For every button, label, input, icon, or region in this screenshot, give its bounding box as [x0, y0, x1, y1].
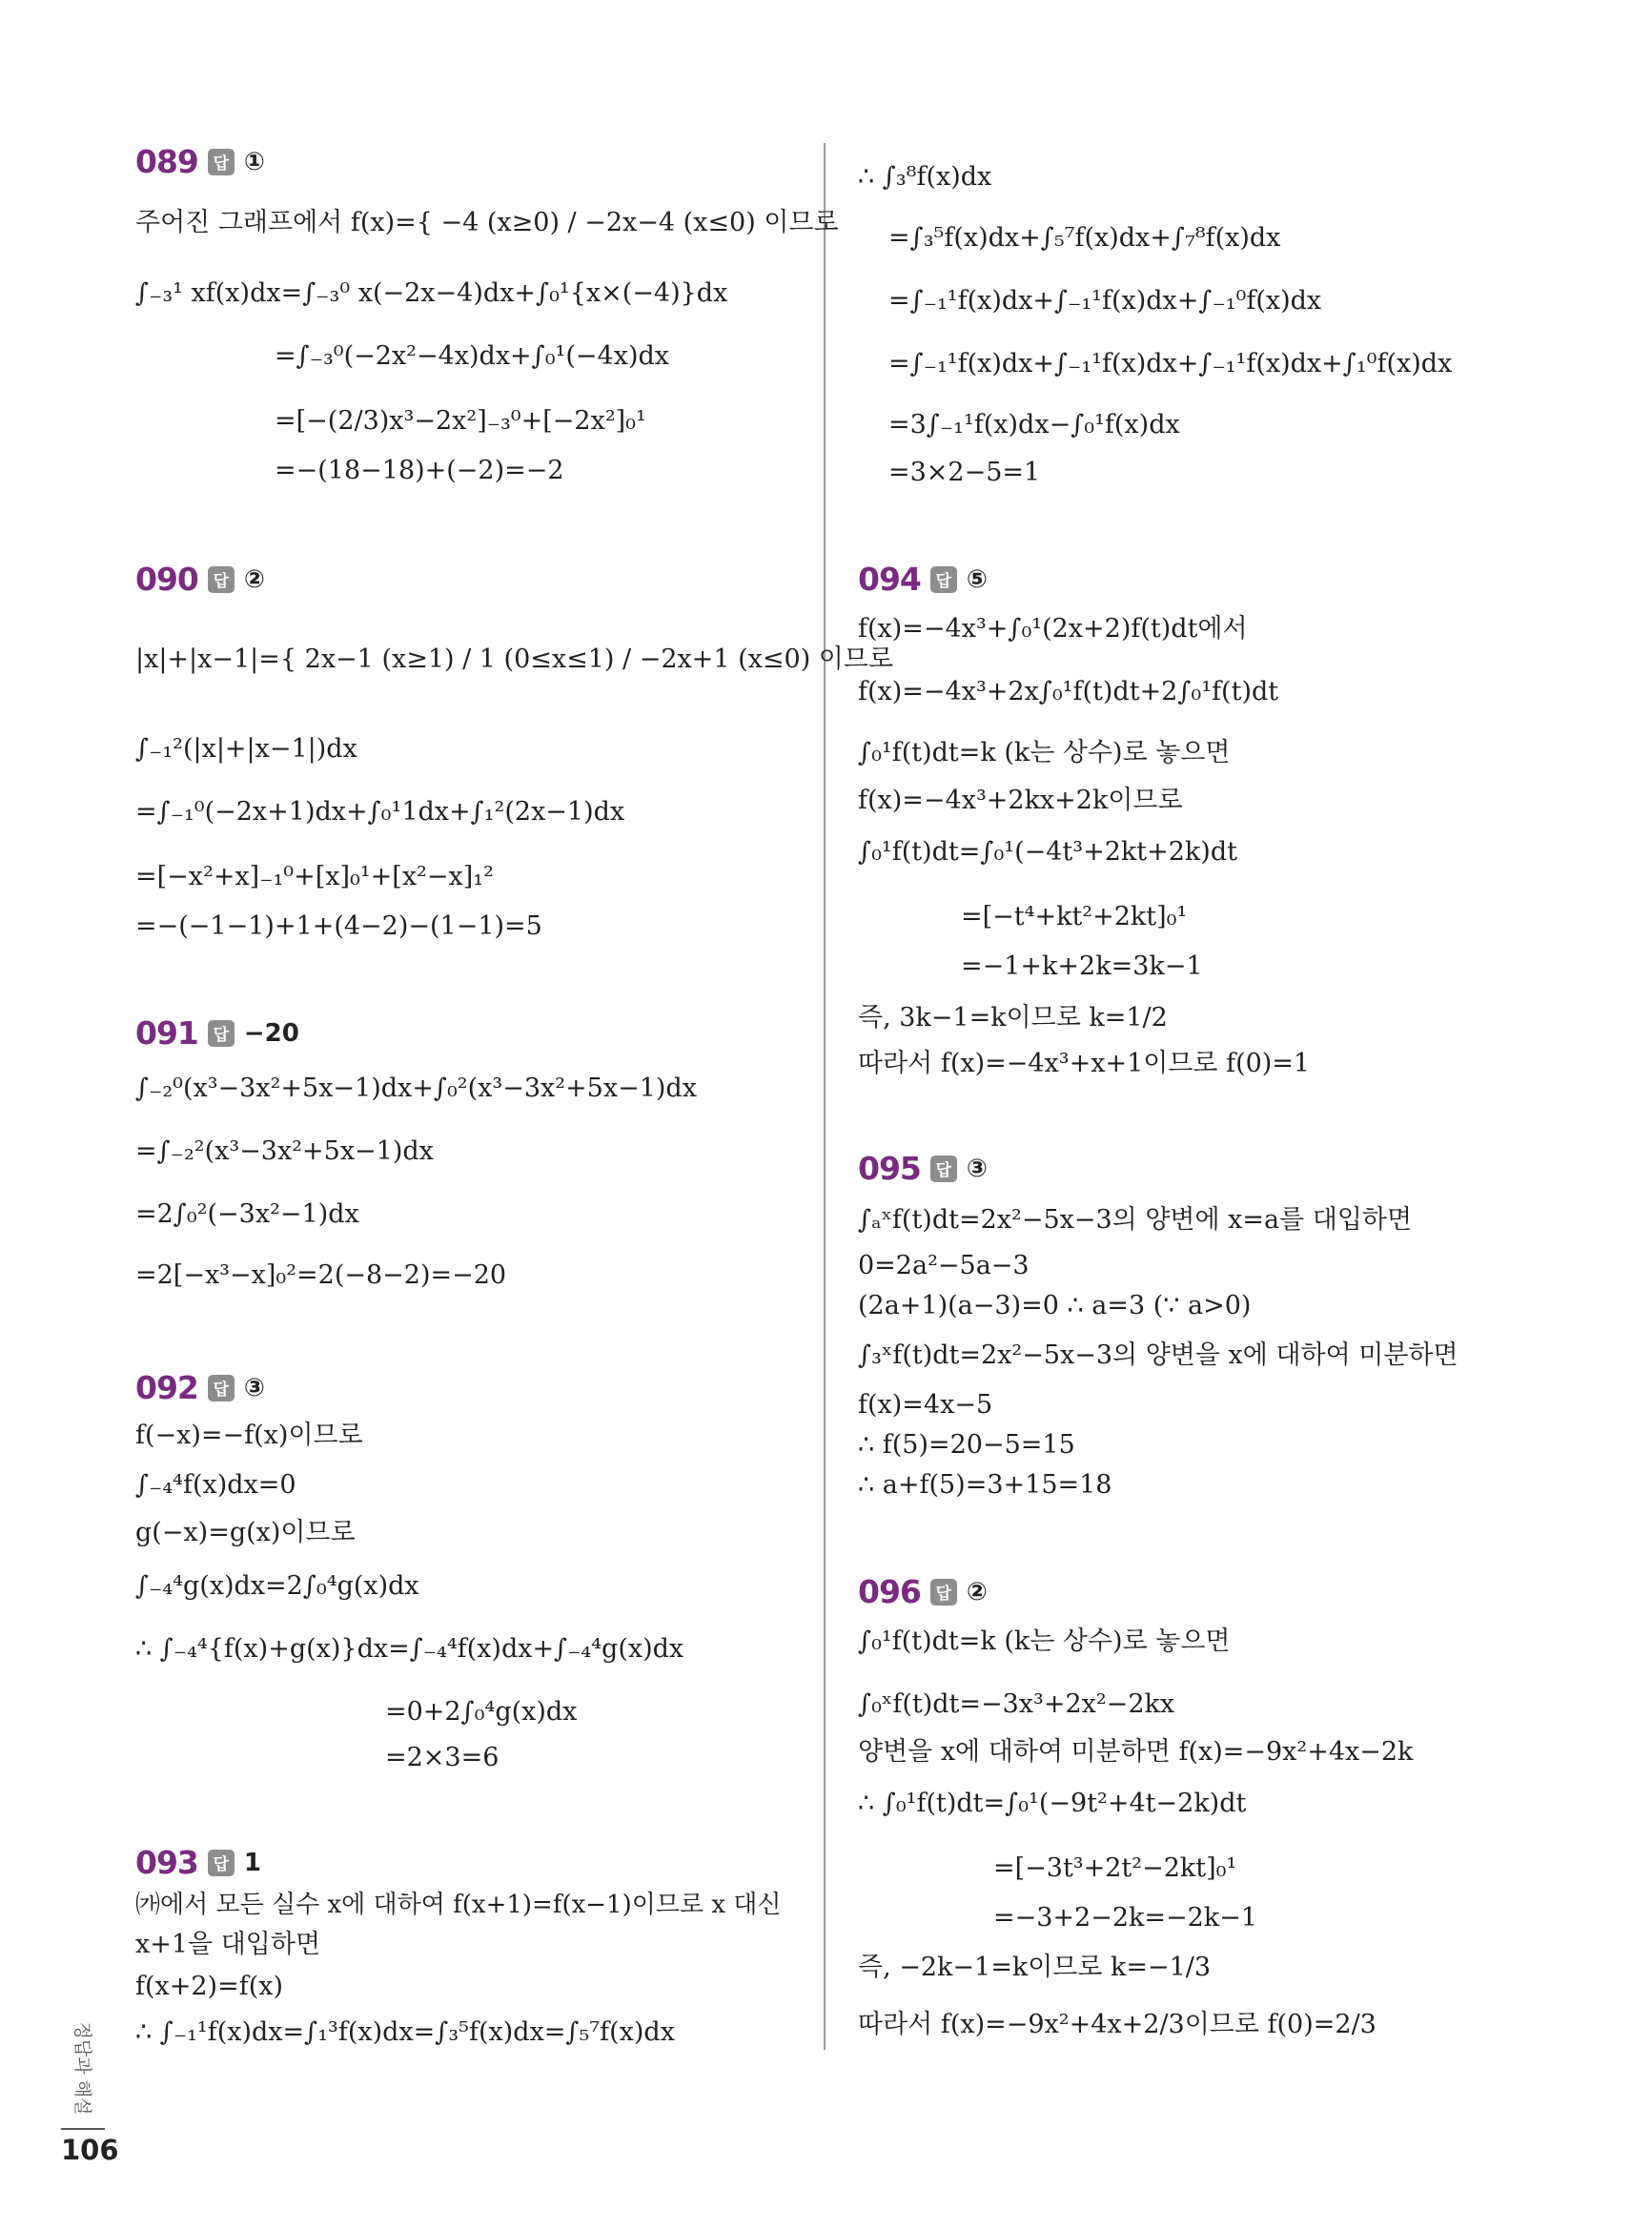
solution-line: f(x)=−4x³+2kx+2k이므로 — [858, 786, 1183, 815]
solution-line: ∫₀ˣf(t)dt=−3x³+2x²−2kx — [858, 1689, 1175, 1719]
problem-number: 089 — [135, 143, 198, 180]
solution-line: =−(18−18)+(−2)=−2 — [275, 456, 564, 485]
solution-line: =2×3=6 — [385, 1743, 500, 1772]
solution-line: ∫₋₁²(|x|+|x−1|)dx — [135, 734, 357, 764]
answer-badge-icon: 답 — [208, 1020, 235, 1047]
answer-badge-icon: 답 — [930, 1156, 957, 1182]
column-divider — [824, 143, 826, 2050]
problem-number: 095 — [858, 1150, 921, 1187]
solution-line: ∫₋₃¹ xf(x)dx=∫₋₃⁰ x(−2x−4)dx+∫₀¹{x×(−4)}dx — [135, 278, 728, 308]
section-label-text: 정답과 해설 — [71, 2021, 93, 2115]
solution-line: ∴ ∫₃⁸f(x)dx — [858, 162, 992, 192]
solution-line: 즉, −2k−1=k이므로 k=−1/3 — [858, 1953, 1212, 1982]
answer: ③ — [966, 1154, 988, 1183]
solution-line: ∴ ∫₀¹f(t)dt=∫₀¹(−9t²+4t−2k)dt — [858, 1789, 1247, 1818]
solution-line: f(x)=4x−5 — [858, 1390, 993, 1420]
answer: −20 — [243, 1018, 299, 1048]
solution-line: f(x)=−4x³+∫₀¹(2x+2)f(t)dt에서 — [858, 614, 1248, 644]
solution-line: =2∫₀²(−3x²−1)dx — [135, 1199, 359, 1229]
answer-badge-icon: 답 — [930, 566, 957, 593]
solution-line: g(−x)=g(x)이므로 — [135, 1518, 356, 1547]
solution-line: =−(−1−1)+1+(4−2)−(1−1)=5 — [135, 911, 542, 941]
solution-line: ∫₀¹f(t)dt=k (k는 상수)로 놓으면 — [858, 738, 1231, 767]
problem-091-header — [135, 1014, 299, 1052]
solution-line: =∫₋₃⁰(−2x²−4x)dx+∫₀¹(−4x)dx — [275, 341, 669, 371]
solution-line: =[−(2/3)x³−2x²]₋₃⁰+[−2x²]₀¹ — [275, 406, 646, 436]
solution-line: ∴ f(5)=20−5=15 — [858, 1430, 1075, 1460]
solution-line: |x|+|x−1|={ 2x−1 (x≥1) / 1 (0≤x≤1) / −2x+1 (x≤0) 이므로 — [135, 644, 894, 674]
solution-line: 양변을 x에 대하여 미분하면 f(x)=−9x²+4x−2k — [858, 1737, 1414, 1767]
answer-badge-icon: 답 — [208, 1850, 235, 1876]
problem-090-header — [135, 561, 265, 598]
problem-089-header — [135, 143, 265, 180]
answer-badge-icon: 답 — [208, 1375, 235, 1401]
solution-line: ∫₋₄⁴f(x)dx=0 — [135, 1470, 296, 1500]
solution-line: =[−x²+x]₋₁⁰+[x]₀¹+[x²−x]₁² — [135, 862, 494, 891]
answer: ② — [966, 1577, 988, 1606]
solution-line: =−3+2−2k=−2k−1 — [993, 1903, 1257, 1933]
answer-badge-icon: 답 — [930, 1579, 957, 1606]
solution-line: 주어진 그래프에서 f(x)={ −4 (x≥0) / −2x−4 (x≤0) 이므로 — [135, 208, 839, 237]
solution-line: ∫ₐˣf(t)dt=2x²−5x−3의 양변에 x=a를 대입하면 — [858, 1205, 1413, 1235]
solution-line: x+1을 대입하면 — [135, 1930, 321, 1959]
answer-badge-icon: 답 — [208, 566, 235, 593]
solution-line: =−1+k+2k=3k−1 — [961, 951, 1203, 981]
answer: ⑤ — [966, 564, 988, 594]
solution-line: =[−3t³+2t²−2kt]₀¹ — [993, 1853, 1237, 1883]
solution-line: =∫₃⁵f(x)dx+∫₅⁷f(x)dx+∫₇⁸f(x)dx — [888, 223, 1281, 253]
solution-line: 즉, 3k−1=k이므로 k=1/2 — [858, 1003, 1168, 1033]
problem-number: 094 — [858, 561, 921, 598]
answer: ① — [243, 147, 265, 176]
problem-092-header — [135, 1369, 265, 1406]
problem-number: 093 — [135, 1844, 198, 1881]
solution-line: 0=2a²−5a−3 — [858, 1251, 1030, 1280]
answer: ③ — [243, 1373, 265, 1402]
problem-093-header — [135, 1844, 261, 1881]
solution-line: ∫₀¹f(t)dt=k (k는 상수)로 놓으면 — [858, 1626, 1231, 1656]
solution-line: =0+2∫₀⁴g(x)dx — [385, 1697, 578, 1727]
solution-line: f(x)=−4x³+2x∫₀¹f(t)dt+2∫₀¹f(t)dt — [858, 677, 1279, 706]
solution-line: =[−t⁴+kt²+2kt]₀¹ — [961, 902, 1188, 931]
answer-badge-icon: 답 — [208, 149, 235, 175]
solution-line: =3×2−5=1 — [888, 458, 1041, 487]
solution-line: ∫₋₄⁴g(x)dx=2∫₀⁴g(x)dx — [135, 1571, 419, 1601]
solution-line: =∫₋₁⁰(−2x+1)dx+∫₀¹1dx+∫₁²(2x−1)dx — [135, 797, 625, 827]
solution-line: f(x+2)=f(x) — [135, 1972, 283, 2001]
solution-line: ∫₀¹f(t)dt=∫₀¹(−4t³+2kt+2k)dt — [858, 837, 1237, 867]
solution-line: ∫₋₂⁰(x³−3x²+5x−1)dx+∫₀²(x³−3x²+5x−1)dx — [135, 1074, 697, 1103]
solution-line: (2a+1)(a−3)=0 ∴ a=3 (∵ a>0) — [858, 1291, 1252, 1320]
section-label — [55, 2012, 112, 2124]
solution-line: =∫₋₂²(x³−3x²+5x−1)dx — [135, 1136, 434, 1166]
answer: ② — [243, 564, 265, 594]
problem-096-header — [858, 1573, 988, 1610]
solution-line: ∴ ∫₋₁¹f(x)dx=∫₁³f(x)dx=∫₃⁵f(x)dx=∫₅⁷f(x)dx — [135, 2017, 675, 2047]
solution-line: ∴ a+f(5)=3+15=18 — [858, 1470, 1112, 1500]
solution-line: ∴ ∫₋₄⁴{f(x)+g(x)}dx=∫₋₄⁴f(x)dx+∫₋₄⁴g(x)dx — [135, 1634, 684, 1664]
page-number: 106 — [61, 2134, 119, 2166]
answer: 1 — [243, 1848, 261, 1877]
problem-095-header — [858, 1150, 988, 1187]
problem-number: 091 — [135, 1014, 198, 1052]
problem-number: 096 — [858, 1573, 921, 1610]
problem-094-header — [858, 561, 988, 598]
solution-line: =2[−x³−x]₀²=2(−8−2)=−20 — [135, 1260, 507, 1290]
solution-line: =∫₋₁¹f(x)dx+∫₋₁¹f(x)dx+∫₋₁¹f(x)dx+∫₁⁰f(x)dx — [888, 349, 1453, 378]
footer-rule — [61, 2128, 105, 2130]
solution-line: 따라서 f(x)=−4x³+x+1이므로 f(0)=1 — [858, 1049, 1311, 1078]
solution-line: f(−x)=−f(x)이므로 — [135, 1421, 363, 1450]
solution-line: ∫₃ˣf(t)dt=2x²−5x−3의 양변을 x에 대하여 미분하면 — [858, 1340, 1458, 1370]
problem-number: 092 — [135, 1369, 198, 1406]
solution-line: 따라서 f(x)=−9x²+4x+2/3이므로 f(0)=2/3 — [858, 2010, 1377, 2039]
solution-line: =3∫₋₁¹f(x)dx−∫₀¹f(x)dx — [888, 410, 1180, 440]
solution-line: =∫₋₁¹f(x)dx+∫₋₁¹f(x)dx+∫₋₁⁰f(x)dx — [888, 286, 1322, 316]
problem-number: 090 — [135, 561, 198, 598]
solution-line: ㈎에서 모든 실수 x에 대하여 f(x+1)=f(x−1)이므로 x 대신 — [135, 1891, 782, 1919]
